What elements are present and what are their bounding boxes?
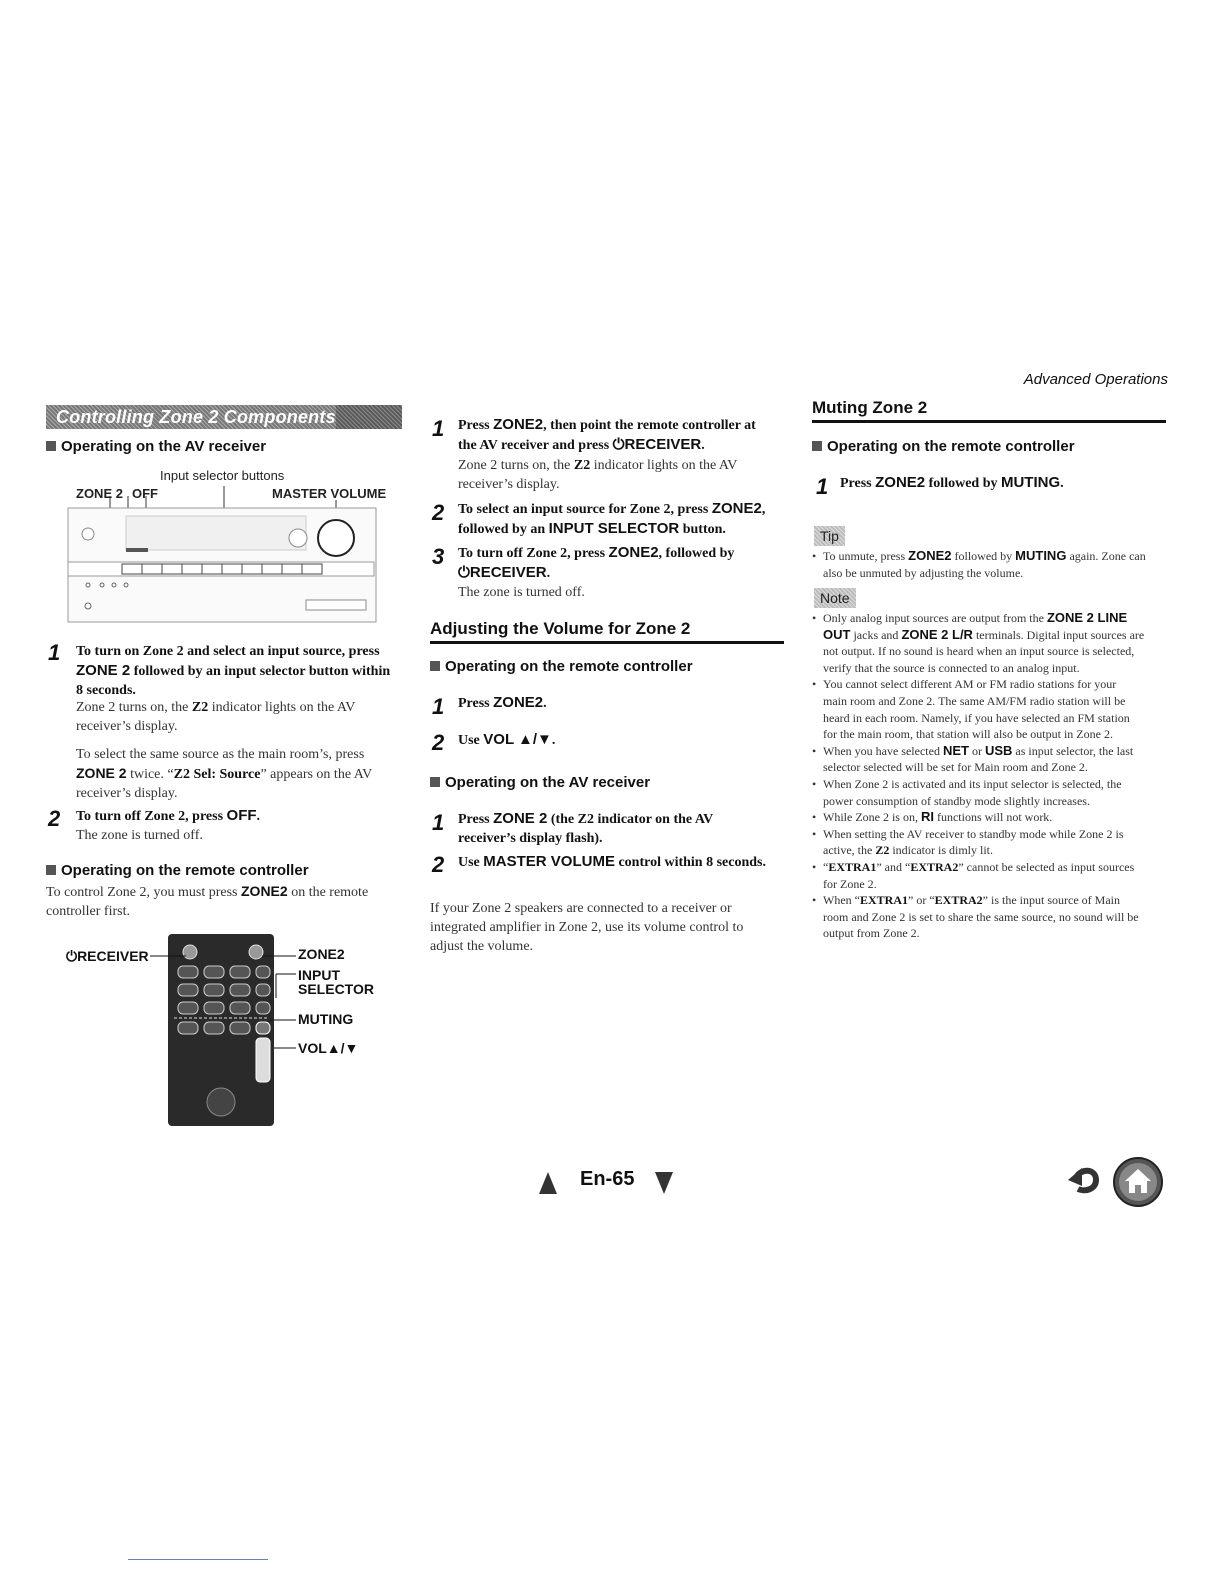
callout-input: INPUT [298, 967, 340, 983]
note-label: Note [814, 588, 856, 608]
adjust-volume-title: Adjusting the Volume for Zone 2 [430, 619, 691, 638]
callout-receiver: ⏻RECEIVER [66, 948, 149, 964]
master-volume-label: MASTER VOLUME [272, 486, 387, 501]
receiver-diagram [66, 466, 396, 626]
zone2-label: ZONE 2 [76, 486, 123, 501]
step-number: 1 [816, 474, 829, 499]
zone2-select-instruction: To select an input source for Zone 2, press ZONE2, followed by an INPUT SELECTOR button. [458, 500, 766, 537]
note-item: • “EXTRA1” and “EXTRA2” cannot be selected as input sources for Zone 2. [812, 859, 1166, 892]
page-number: En-65 [580, 1168, 635, 1190]
subhead-av-receiver: Operating on the AV receiver [430, 774, 650, 791]
step-1-instruction: To turn on Zone 2 and select an input source, press ZONE 2 followed by an input selector button within 8 seconds. [76, 644, 391, 698]
step-number: 2 [432, 500, 445, 525]
section-banner [46, 405, 402, 429]
zone2-off-instruction: To turn off Zone 2, press ZONE2, followed by ⏻RECEIVER. [458, 544, 735, 581]
subhead-remote: Operating on the remote controller [46, 862, 309, 879]
remote-callout-lines [146, 944, 306, 1054]
step-number: 2 [432, 852, 445, 877]
master-volume-instruction: Use MASTER VOLUME control within 8 seconds. [458, 853, 766, 870]
title-rule [430, 641, 784, 644]
tip-list [812, 548, 1166, 581]
subhead-av-receiver: Operating on the AV receiver [46, 438, 266, 455]
section-header: Advanced Operations [1023, 371, 1168, 388]
step-number: 1 [432, 416, 445, 441]
mute-instruction: Press ZONE2 followed by MUTING. [840, 474, 1064, 491]
zone2-on-body: Zone 2 turns on, the Z2 indicator lights on the AV receiver’s display. [458, 458, 738, 492]
subhead-remote: Operating on the remote controller [430, 658, 693, 675]
tip-item: • To unmute, press ZONE2 followed by MUTING again. Zone can also be unmuted by adjusting the volume. [812, 548, 1166, 581]
press-zone2-instruction: Press ZONE2. [458, 694, 547, 711]
step-2-body: The zone is turned off. [76, 828, 203, 843]
title-rule [812, 420, 1166, 423]
back-arrow-icon[interactable] [1066, 1162, 1102, 1201]
step-1-body: Zone 2 turns on, the Z2 indicator lights on the AV receiver’s display. [76, 700, 356, 734]
step-2-instruction: To turn off Zone 2, press OFF. [76, 807, 261, 824]
off-label: OFF [132, 486, 158, 501]
tip-label: Tip [814, 526, 845, 546]
remote-intro: To control Zone 2, you must press ZONE2 on the remote controller first. [46, 883, 369, 919]
use-vol-instruction: Use VOL ▲/▼. [458, 731, 556, 748]
banner-title: Controlling Zone 2 Components [56, 406, 336, 427]
zone2-on-instruction: Press ZONE2, then point the remote controller at the AV receiver and press ⏻RECEIVER. [458, 416, 756, 453]
callout-zone2: ZONE2 [298, 946, 345, 962]
up-triangle-icon[interactable] [538, 1170, 558, 1201]
step-number: 1 [432, 810, 445, 835]
callout-vol: VOL▲/▼ [298, 1040, 359, 1056]
note-list [812, 610, 1166, 942]
callout-muting: MUTING [298, 1011, 354, 1027]
home-icon[interactable] [1112, 1156, 1164, 1213]
footer-line [128, 1559, 268, 1560]
receiver-front-panel [66, 466, 396, 626]
note-item: • When you have selected NET or USB as input selector, the last selector selected will be set for Main room and Zone 2. [812, 743, 1166, 776]
zone2-off-body: The zone is turned off. [458, 585, 585, 600]
step-number: 1 [48, 640, 61, 665]
note-item: • When setting the AV receiver to standby mode while Zone 2 is active, the Z2 indicator is dimly lit. [812, 826, 1166, 859]
note-item: • When “EXTRA1” or “EXTRA2” is the input source of Main room and Zone 2 is set to share the same source, no sound will be output from Zone 2. [812, 892, 1166, 942]
note-item: • When Zone 2 is activated and its input selector is selected, the power consumption of standby mode slightly increases. [812, 776, 1166, 809]
step-number: 1 [432, 694, 445, 719]
note-item: • You cannot select different AM or FM radio stations for your main room and Zone 2. The same AM/FM radio station will be heard in each room. Namely, if you have selected an FM station for the main room, that station will also be output in Zone 2. [812, 676, 1166, 742]
note-item: • While Zone 2 is on, RI functions will not work. [812, 809, 1166, 826]
down-triangle-icon[interactable] [654, 1170, 674, 1201]
external-amp-paragraph: If your Zone 2 speakers are connected to a receiver or integrated amplifier in Zone 2, use its volume control to adjust the volume. [430, 901, 744, 954]
press-zone-2-instruction: Press ZONE 2 (the Z2 indicator on the AV receiver’s display flash). [458, 810, 714, 846]
muting-zone2-title: Muting Zone 2 [812, 398, 928, 417]
step-number: 2 [48, 806, 61, 831]
note-item: • Only analog input sources are output from the ZONE 2 LINE OUT jacks and ZONE 2 L/R terminals. Digital input sources are not output. If no sound is heard when an input source is selected, verify that the source is connected to an analog input. [812, 610, 1166, 676]
subhead-remote: Operating on the remote controller [812, 438, 1075, 455]
step-number: 3 [432, 544, 445, 569]
callout-selector: SELECTOR [298, 981, 374, 997]
input-selector-label: Input selector buttons [160, 468, 285, 483]
step-number: 2 [432, 730, 445, 755]
step-1-body-2: To select the same source as the main room’s, press ZONE 2 twice. “Z2 Sel: Source” appears on the AV receiver’s display. [76, 747, 373, 801]
